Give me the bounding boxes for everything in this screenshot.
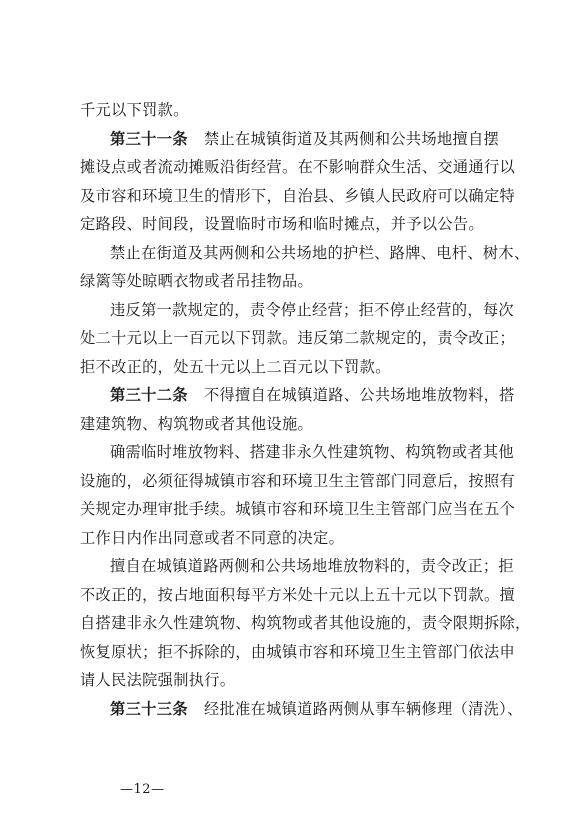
- text-line: 不得擅自在城镇道路、公共场地堆放物料，搭: [203, 386, 515, 404]
- article-33-title: 第三十三条: [110, 699, 188, 718]
- text-line: 自搭建非永久性建筑物、构筑物或者其他设施的，责令限期拆除，: [80, 614, 531, 632]
- text-line: 恢复原状；拒不拆除的，由城镇市容和环境卫生主管部门依法申: [80, 642, 516, 661]
- text-line: 禁止在城镇街道及其两侧和公共场地擅自摆: [203, 129, 500, 148]
- text-line: 定路段、时间段，设置临时市场和临时摊点，并予以公告。: [80, 215, 484, 233]
- article-32-title: 第三十二条: [110, 386, 188, 404]
- article-32-first-line: [80, 381, 515, 410]
- text-line: 摊设点或者流动摊贩沿街经营。在不影响群众生活、交通通行以: [80, 158, 516, 176]
- text-line: 工作日内作出同意或者不同意的决定。: [80, 528, 345, 547]
- text-line: 不改正的，按占地面积每平方米处十元以上五十元以下罚款。擅: [80, 585, 516, 604]
- text-line: 千元以下罚款。: [80, 101, 189, 119]
- text-line: 拒不改正的，处五十元以上二百元以下罚款。: [80, 357, 391, 376]
- article-33-first-line: [80, 695, 523, 724]
- text-line: 处二十元以上一百元以下罚款。违反第二款规定的，责令改正；: [80, 329, 516, 347]
- page-number: —12—: [120, 782, 165, 797]
- text-line: 经批准在城镇道路两侧从事车辆修理（清洗）、: [203, 699, 523, 718]
- text-line: 禁止在街道及其两侧和公共场地的护栏、路牌、电杆、树木、: [110, 243, 530, 262]
- text-line: 绿篱等处晾晒衣物或者吊挂物品。: [80, 272, 314, 290]
- text-line: 请人民法院强制执行。: [80, 671, 236, 689]
- text-line: 建建筑物、构筑物或者其他设施。: [80, 414, 314, 433]
- text-line: 及市容和环境卫生的情形下，自治县、乡镇人民政府可以确定特: [80, 186, 516, 205]
- article-31-title: 第三十一条: [110, 129, 188, 148]
- text-line: 关规定办理审批手续。城镇市容和环境卫生主管部门应当在五个: [80, 500, 516, 518]
- text-line: 擅自在城镇道路两侧和公共场地堆放物料的，责令改正；拒: [110, 557, 514, 575]
- text-line: 设施的，必须征得城镇市容和环境卫生主管部门同意后，按照有: [80, 471, 516, 490]
- article-31-first-line: [80, 125, 510, 154]
- document-body: [80, 96, 531, 723]
- text-line: 违反第一款规定的，责令停止经营；拒不停止经营的，每次: [110, 300, 514, 319]
- text-line: 确需临时堆放物料、搭建非永久性建筑物、构筑物或者其他: [110, 443, 514, 461]
